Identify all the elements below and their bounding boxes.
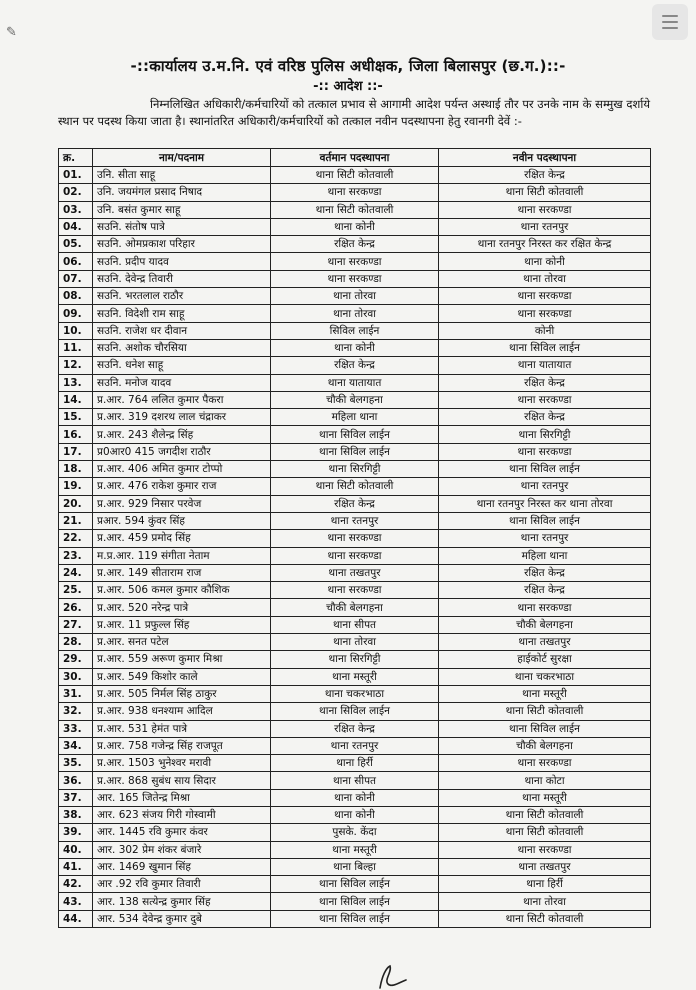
table-row bbox=[59, 789, 651, 806]
cell-serial: 44. bbox=[59, 910, 93, 927]
table-row bbox=[59, 755, 651, 772]
cell-serial: 24. bbox=[59, 564, 93, 581]
table-row bbox=[59, 253, 651, 270]
cell-current-posting: थाना रतनपुर bbox=[271, 512, 439, 529]
cell-current-posting: थाना तोरवा bbox=[271, 634, 439, 651]
cell-name: आर. 138 सत्येन्द्र कुमार सिंह bbox=[93, 893, 271, 910]
cell-new-posting: रक्षित केन्द्र bbox=[439, 582, 651, 599]
cell-new-posting: थाना सिटी कोतवाली bbox=[439, 824, 651, 841]
cell-current-posting: थाना सिविल लाईन bbox=[271, 703, 439, 720]
cell-name: उनि. सीता साहू bbox=[93, 167, 271, 184]
cell-serial: 35. bbox=[59, 755, 93, 772]
cell-new-posting: थाना सिटी कोतवाली bbox=[439, 910, 651, 927]
cell-serial: 06. bbox=[59, 253, 93, 270]
cell-current-posting: थाना सिटी कोतवाली bbox=[271, 201, 439, 218]
cell-serial: 19. bbox=[59, 478, 93, 495]
cell-serial: 36. bbox=[59, 772, 93, 789]
table-row bbox=[59, 236, 651, 253]
cell-name: प्र.आर. 149 सीताराम राज bbox=[93, 564, 271, 581]
table-row bbox=[59, 703, 651, 720]
cell-new-posting: कोनी bbox=[439, 322, 651, 339]
cell-name: सउनि. देवेन्द्र तिवारी bbox=[93, 270, 271, 287]
cell-current-posting: थाना चकरभाठा bbox=[271, 685, 439, 702]
cell-name: सउनि. धनेश साहू bbox=[93, 357, 271, 374]
cell-current-posting: पुसके. केंदा bbox=[271, 824, 439, 841]
cell-current-posting: थाना तोरवा bbox=[271, 305, 439, 322]
cell-name: प्र.आर. 520 नरेन्द्र पात्रे bbox=[93, 599, 271, 616]
cell-current-posting: थाना सिरगिट्टी bbox=[271, 461, 439, 478]
cell-serial: 02. bbox=[59, 184, 93, 201]
cell-current-posting: थाना सरकण्डा bbox=[271, 184, 439, 201]
table-row bbox=[59, 374, 651, 391]
cell-current-posting: रक्षित केन्द्र bbox=[271, 236, 439, 253]
table-row bbox=[59, 634, 651, 651]
cell-name: सउनि. भरतलाल राठौर bbox=[93, 288, 271, 305]
cell-current-posting: रक्षित केन्द्र bbox=[271, 495, 439, 512]
table-row bbox=[59, 599, 651, 616]
table-row bbox=[59, 409, 651, 426]
table-row bbox=[59, 478, 651, 495]
pencil-icon[interactable]: ✎ bbox=[6, 25, 17, 40]
cell-serial: 39. bbox=[59, 824, 93, 841]
cell-name: प्र.आर. 243 शैलेन्द्र सिंह bbox=[93, 426, 271, 443]
menu-icon[interactable] bbox=[652, 4, 688, 40]
cell-new-posting: थाना रतनपुर bbox=[439, 478, 651, 495]
cell-serial: 41. bbox=[59, 858, 93, 875]
table-row bbox=[59, 288, 651, 305]
cell-new-posting: थाना तखतपुर bbox=[439, 634, 651, 651]
cell-new-posting: महिला थाना bbox=[439, 547, 651, 564]
cell-serial: 22. bbox=[59, 530, 93, 547]
header-name: नाम/पदनाम bbox=[93, 149, 271, 167]
cell-serial: 29. bbox=[59, 651, 93, 668]
menu-line bbox=[662, 15, 678, 17]
table-row bbox=[59, 184, 651, 201]
cell-name: आर. 165 जितेन्द्र मिश्रा bbox=[93, 789, 271, 806]
table-row bbox=[59, 858, 651, 875]
table-row bbox=[59, 322, 651, 339]
cell-current-posting: सिविल लाईन bbox=[271, 322, 439, 339]
cell-name: प्र.आर. 1503 भुनेश्वर मरावी bbox=[93, 755, 271, 772]
cell-current-posting: रक्षित केन्द्र bbox=[271, 357, 439, 374]
cell-current-posting: थाना सरकण्डा bbox=[271, 582, 439, 599]
cell-name: प्र.आर. 319 दशरथ लाल चंद्राकर bbox=[93, 409, 271, 426]
cell-current-posting: थाना तखतपुर bbox=[271, 564, 439, 581]
table-row bbox=[59, 910, 651, 927]
cell-new-posting: थाना मस्तूरी bbox=[439, 789, 651, 806]
table-row bbox=[59, 495, 651, 512]
cell-name: आर. 1469 खुमान सिंह bbox=[93, 858, 271, 875]
table-row bbox=[59, 357, 651, 374]
cell-serial: 04. bbox=[59, 218, 93, 235]
table-row bbox=[59, 339, 651, 356]
table-row bbox=[59, 443, 651, 460]
cell-name: सउनि. ओमप्रकाश परिहार bbox=[93, 236, 271, 253]
cell-serial: 10. bbox=[59, 322, 93, 339]
signature-mark bbox=[372, 962, 412, 990]
menu-line bbox=[662, 27, 678, 29]
cell-new-posting: थाना रतनपुर निरस्त कर रक्षित केन्द्र bbox=[439, 236, 651, 253]
cell-name: उनि. जयमंगल प्रसाद निषाद bbox=[93, 184, 271, 201]
cell-new-posting: थाना सरकण्डा bbox=[439, 443, 651, 460]
cell-serial: 30. bbox=[59, 668, 93, 685]
table-row bbox=[59, 547, 651, 564]
cell-name: प्र.आर. 11 प्रफुल्ल सिंह bbox=[93, 616, 271, 633]
cell-current-posting: थाना सीपत bbox=[271, 772, 439, 789]
cell-name: आर. 534 देवेन्द्र कुमार दुबे bbox=[93, 910, 271, 927]
cell-name: प्रआर. 594 कुंवर सिंह bbox=[93, 512, 271, 529]
cell-name: प्र.आर. 459 प्रमोद सिंह bbox=[93, 530, 271, 547]
cell-new-posting: थाना सिरगिट्टी bbox=[439, 426, 651, 443]
cell-current-posting: थाना सिविल लाईन bbox=[271, 893, 439, 910]
cell-new-posting: हाईकोर्ट सुरक्षा bbox=[439, 651, 651, 668]
cell-name: प्र.आर. सनत पटेल bbox=[93, 634, 271, 651]
cell-serial: 11. bbox=[59, 339, 93, 356]
cell-current-posting: थाना बिल्हा bbox=[271, 858, 439, 875]
cell-new-posting: थाना सरकण्डा bbox=[439, 755, 651, 772]
cell-current-posting: थाना सिरगिट्टी bbox=[271, 651, 439, 668]
cell-new-posting: थाना मस्तूरी bbox=[439, 685, 651, 702]
cell-name: प्र.आर. 758 गजेन्द्र सिंह राजपूत bbox=[93, 737, 271, 754]
cell-new-posting: थाना रतनपुर निरस्त कर थाना तोरवा bbox=[439, 495, 651, 512]
cell-name: प्र.आर. 476 राकेश कुमार राज bbox=[93, 478, 271, 495]
table-row bbox=[59, 564, 651, 581]
table-row bbox=[59, 218, 651, 235]
order-intro bbox=[58, 96, 650, 130]
cell-new-posting: थाना सिटी कोतवाली bbox=[439, 806, 651, 823]
cell-current-posting: थाना मस्तूरी bbox=[271, 668, 439, 685]
cell-serial: 42. bbox=[59, 876, 93, 893]
transfer-table bbox=[58, 148, 651, 928]
table-row bbox=[59, 806, 651, 823]
table-body bbox=[59, 167, 651, 928]
cell-current-posting: थाना सिविल लाईन bbox=[271, 910, 439, 927]
cell-name: सउनि. मनोज यादव bbox=[93, 374, 271, 391]
cell-current-posting: थाना रतनपुर bbox=[271, 737, 439, 754]
cell-new-posting: थाना सरकण्डा bbox=[439, 841, 651, 858]
table-row bbox=[59, 305, 651, 322]
cell-new-posting: थाना तखतपुर bbox=[439, 858, 651, 875]
cell-current-posting: चौकी बेलगहना bbox=[271, 391, 439, 408]
table-row bbox=[59, 668, 651, 685]
cell-new-posting: थाना कोटा bbox=[439, 772, 651, 789]
cell-current-posting: थाना हिर्री bbox=[271, 755, 439, 772]
cell-serial: 05. bbox=[59, 236, 93, 253]
cell-current-posting: थाना सरकण्डा bbox=[271, 270, 439, 287]
order-heading: -:: आदेश ::- bbox=[313, 79, 383, 94]
cell-current-posting: थाना सरकण्डा bbox=[271, 253, 439, 270]
cell-serial: 09. bbox=[59, 305, 93, 322]
cell-name: प्र.आर. 559 अरूण कुमार मिश्रा bbox=[93, 651, 271, 668]
cell-new-posting: रक्षित केन्द्र bbox=[439, 564, 651, 581]
cell-name: आर .92 रवि कुमार तिवारी bbox=[93, 876, 271, 893]
cell-new-posting: थाना कोनी bbox=[439, 253, 651, 270]
cell-serial: 32. bbox=[59, 703, 93, 720]
cell-current-posting: थाना कोनी bbox=[271, 218, 439, 235]
table-row bbox=[59, 512, 651, 529]
cell-new-posting: थाना तोरवा bbox=[439, 270, 651, 287]
cell-serial: 08. bbox=[59, 288, 93, 305]
cell-name: सउनि. विदेशी राम साहू bbox=[93, 305, 271, 322]
cell-new-posting: थाना सिविल लाईन bbox=[439, 339, 651, 356]
cell-new-posting: रक्षित केन्द्र bbox=[439, 409, 651, 426]
cell-new-posting: थाना रतनपुर bbox=[439, 530, 651, 547]
cell-serial: 15. bbox=[59, 409, 93, 426]
header-new-posting: नवीन पदस्थापना bbox=[439, 149, 651, 167]
cell-new-posting: थाना यातायात bbox=[439, 357, 651, 374]
cell-name: म.प्र.आर. 119 संगीता नेताम bbox=[93, 547, 271, 564]
cell-current-posting: चौकी बेलगहना bbox=[271, 599, 439, 616]
cell-new-posting: रक्षित केन्द्र bbox=[439, 374, 651, 391]
cell-serial: 27. bbox=[59, 616, 93, 633]
table-row bbox=[59, 530, 651, 547]
cell-new-posting: चौकी बेलगहना bbox=[439, 616, 651, 633]
header-current-posting: वर्तमान पदस्थापना bbox=[271, 149, 439, 167]
cell-new-posting: थाना सिटी कोतवाली bbox=[439, 184, 651, 201]
table-row bbox=[59, 772, 651, 789]
cell-serial: 37. bbox=[59, 789, 93, 806]
table-header-row bbox=[59, 149, 651, 167]
cell-serial: 26. bbox=[59, 599, 93, 616]
cell-new-posting: थाना हिर्री bbox=[439, 876, 651, 893]
cell-name: आर. 302 प्रेम शंकर बंजारे bbox=[93, 841, 271, 858]
cell-current-posting: थाना सरकण्डा bbox=[271, 530, 439, 547]
cell-name: प्र.आर. 938 धनश्याम आदिल bbox=[93, 703, 271, 720]
table-row bbox=[59, 582, 651, 599]
cell-serial: 33. bbox=[59, 720, 93, 737]
cell-name: आर. 623 संजय गिरी गोस्वामी bbox=[93, 806, 271, 823]
table-row bbox=[59, 824, 651, 841]
table-row bbox=[59, 426, 651, 443]
cell-current-posting: थाना तोरवा bbox=[271, 288, 439, 305]
cell-current-posting: थाना सिटी कोतवाली bbox=[271, 478, 439, 495]
cell-name: सउनि. संतोष पात्रे bbox=[93, 218, 271, 235]
table-row bbox=[59, 685, 651, 702]
cell-name: प्र.आर. 406 अमित कुमार टोप्पो bbox=[93, 461, 271, 478]
cell-serial: 16. bbox=[59, 426, 93, 443]
cell-new-posting: थाना रतनपुर bbox=[439, 218, 651, 235]
table-row bbox=[59, 651, 651, 668]
cell-name: प्र.आर. 531 हेमंत पात्रे bbox=[93, 720, 271, 737]
table-row bbox=[59, 841, 651, 858]
table-row bbox=[59, 391, 651, 408]
cell-new-posting: थाना सरकण्डा bbox=[439, 288, 651, 305]
cell-name: प्र.आर. 929 निसार परवेज bbox=[93, 495, 271, 512]
cell-serial: 38. bbox=[59, 806, 93, 823]
cell-name: प्र.आर. 764 ललित कुमार पैकरा bbox=[93, 391, 271, 408]
cell-serial: 14. bbox=[59, 391, 93, 408]
cell-current-posting: थाना सिविल लाईन bbox=[271, 426, 439, 443]
cell-current-posting: थाना सरकण्डा bbox=[271, 547, 439, 564]
cell-current-posting: रक्षित केन्द्र bbox=[271, 720, 439, 737]
cell-serial: 23. bbox=[59, 547, 93, 564]
order-intro-text: निम्नलिखित अधिकारी/कर्मचारियों को तत्काल प्रभाव से आगामी आदेश पर्यन्त अस्थाई तौर पर उनके नाम के सम्मुख दर्शाये स्थान पर पदस्थ किया जाता है। स्थानांतरित अधिकारी/कर्मचारियों को तत्काल नवीन पदस्थापना हेतु रवानगी देवें :- bbox=[58, 97, 650, 128]
cell-new-posting: थाना सरकण्डा bbox=[439, 201, 651, 218]
cell-serial: 43. bbox=[59, 893, 93, 910]
cell-name: आर. 1445 रवि कुमार कंवर bbox=[93, 824, 271, 841]
cell-current-posting: थाना सिविल लाईन bbox=[271, 876, 439, 893]
cell-new-posting: थाना सिविल लाईन bbox=[439, 720, 651, 737]
table-row bbox=[59, 167, 651, 184]
cell-new-posting: थाना सिविल लाईन bbox=[439, 512, 651, 529]
cell-name: उनि. बसंत कुमार साहू bbox=[93, 201, 271, 218]
cell-serial: 12. bbox=[59, 357, 93, 374]
table-row bbox=[59, 876, 651, 893]
office-title: -::कार्यालय उ.म.नि. एवं वरिष्ठ पुलिस अधीक्षक, जिला बिलासपुर (छ.ग.)::- bbox=[130, 57, 566, 75]
cell-name: प्र.आर. 549 किशोर काले bbox=[93, 668, 271, 685]
cell-current-posting: महिला थाना bbox=[271, 409, 439, 426]
cell-current-posting: थाना कोनी bbox=[271, 789, 439, 806]
cell-new-posting: थाना सिविल लाईन bbox=[439, 461, 651, 478]
cell-new-posting: थाना सिटी कोतवाली bbox=[439, 703, 651, 720]
cell-new-posting: थाना तोरवा bbox=[439, 893, 651, 910]
cell-name: प्र.आर. 868 सुबंध साय सिदार bbox=[93, 772, 271, 789]
cell-serial: 28. bbox=[59, 634, 93, 651]
cell-name: प्र.आर. 505 निर्मल सिंह ठाकुर bbox=[93, 685, 271, 702]
cell-serial: 20. bbox=[59, 495, 93, 512]
cell-serial: 13. bbox=[59, 374, 93, 391]
cell-serial: 21. bbox=[59, 512, 93, 529]
cell-name: सउनि. राजेश धर दीवान bbox=[93, 322, 271, 339]
cell-current-posting: थाना कोनी bbox=[271, 806, 439, 823]
cell-serial: 25. bbox=[59, 582, 93, 599]
table-row bbox=[59, 737, 651, 754]
cell-serial: 03. bbox=[59, 201, 93, 218]
table-row bbox=[59, 461, 651, 478]
cell-new-posting: थाना सरकण्डा bbox=[439, 391, 651, 408]
header-serial: क्र. bbox=[59, 149, 93, 167]
cell-serial: 34. bbox=[59, 737, 93, 754]
cell-name: सउनि. प्रदीप यादव bbox=[93, 253, 271, 270]
cell-new-posting: थाना सरकण्डा bbox=[439, 305, 651, 322]
cell-serial: 01. bbox=[59, 167, 93, 184]
cell-new-posting: चौकी बेलगहना bbox=[439, 737, 651, 754]
cell-serial: 40. bbox=[59, 841, 93, 858]
cell-name: प्र.आर. 506 कमल कुमार कौशिक bbox=[93, 582, 271, 599]
table-row bbox=[59, 270, 651, 287]
table-row bbox=[59, 893, 651, 910]
cell-new-posting: रक्षित केन्द्र bbox=[439, 167, 651, 184]
cell-serial: 17. bbox=[59, 443, 93, 460]
cell-new-posting: थाना सरकण्डा bbox=[439, 599, 651, 616]
menu-line bbox=[662, 21, 678, 23]
cell-serial: 07. bbox=[59, 270, 93, 287]
cell-current-posting: थाना कोनी bbox=[271, 339, 439, 356]
cell-name: सउनि. अशोक चौरसिया bbox=[93, 339, 271, 356]
cell-current-posting: थाना मस्तूरी bbox=[271, 841, 439, 858]
cell-name: प्र0आर0 415 जगदीश राठौर bbox=[93, 443, 271, 460]
cell-current-posting: थाना सिविल लाईन bbox=[271, 443, 439, 460]
cell-serial: 18. bbox=[59, 461, 93, 478]
cell-current-posting: थाना सीपत bbox=[271, 616, 439, 633]
table-row bbox=[59, 720, 651, 737]
cell-current-posting: थाना यातायात bbox=[271, 374, 439, 391]
cell-current-posting: थाना सिटी कोतवाली bbox=[271, 167, 439, 184]
table-row bbox=[59, 201, 651, 218]
table-row bbox=[59, 616, 651, 633]
cell-new-posting: थाना चकरभाठा bbox=[439, 668, 651, 685]
cell-serial: 31. bbox=[59, 685, 93, 702]
